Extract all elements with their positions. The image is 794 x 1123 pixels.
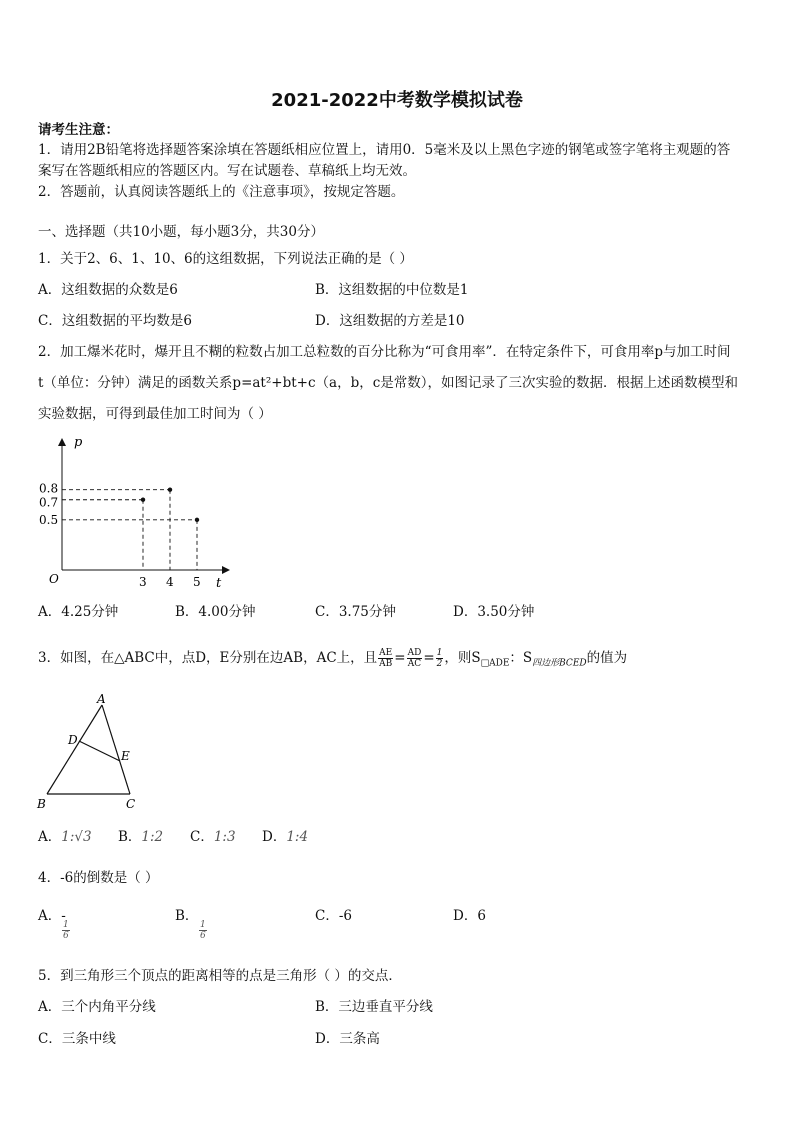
q1-stem: 1．关于2、6、1、10、6的这组数据，下列说法正确的是（ ） [38, 251, 413, 267]
notice-line-1a: 1．请用2B铅笔将选择题答案涂填在答题纸相应位置上，请用0．5毫米及以上黑色字迹的钢笔或签字笔将主观题的答 [38, 142, 731, 158]
data-point [195, 518, 199, 522]
fraction-numerator: AE [379, 648, 393, 658]
y-tick-label: 0.5 [39, 512, 59, 527]
fraction-denominator: 2 [436, 659, 443, 669]
q2-stem-line-1: 2．加工爆米花时，爆开且不糊的粒数占加工总粒数的百分比称为“可食用率”．在特定条件下，可食用率p与加工时间 [38, 344, 731, 360]
fraction-numerator: 1 [200, 920, 206, 930]
q2-stem-line-3: 实验数据，可得到最佳加工时间为（ ） [38, 406, 272, 422]
fraction-denominator: 6 [63, 931, 69, 941]
q4-option-c[interactable]: C．-6 [315, 908, 352, 924]
q1-option-c[interactable]: C．这组数据的平均数是6 [38, 313, 192, 329]
notice-line-1b: 案写在答题纸相应的答题区内。写在试题卷、草稿纸上均无效。 [38, 163, 416, 179]
option-label: B． [118, 829, 142, 845]
q3-colon: ：S [509, 650, 533, 666]
option-value: 1:2 [141, 829, 164, 845]
q4-option-d[interactable]: D．6 [453, 908, 486, 924]
data-point [168, 488, 172, 492]
minus-sign: - [61, 908, 66, 924]
q3-option-c[interactable] [190, 827, 236, 847]
fraction-numerator: 1 [63, 920, 69, 930]
vertex-label-b: B [37, 797, 46, 811]
q3-subscript-bced: 四边形BCED [532, 658, 587, 669]
q3-stem-pre: 3．如图，在△ABC中，点D，E分别在边AB，AC上，且 [38, 650, 378, 666]
q3-option-a[interactable] [38, 827, 92, 847]
option-label: D． [262, 829, 287, 845]
q2-option-b[interactable]: B．4.00分钟 [175, 604, 256, 620]
q1-option-b[interactable]: B．这组数据的中位数是1 [315, 282, 469, 298]
q1-option-a[interactable]: A．这组数据的众数是6 [38, 282, 178, 298]
fraction-denominator: AC [407, 659, 422, 669]
q1-option-d[interactable]: D．这组数据的方差是10 [315, 313, 465, 329]
option-value: 1:3 [213, 829, 236, 845]
section-heading: 一、选择题（共10小题，每小题3分，共30分） [38, 224, 324, 240]
point-label-d: D [68, 733, 78, 747]
origin-label: O [49, 572, 59, 586]
page-title: 2021-2022中考数学模拟试卷 [271, 90, 523, 111]
vertex-label-c: C [126, 797, 136, 811]
q3-stem-end: 的值为 [586, 650, 628, 666]
x-tick-label: 4 [166, 575, 174, 589]
q4-option-b[interactable]: B． [175, 908, 199, 924]
fraction-numerator: AD [407, 648, 422, 658]
q2-chart [30, 432, 240, 592]
option-label: A． [38, 908, 62, 924]
y-axis-label: p [74, 435, 83, 450]
q5-option-a[interactable]: A．三个内角平分线 [38, 999, 156, 1015]
option-value: 1:4 [286, 829, 309, 845]
x-axis-label: t [216, 576, 222, 591]
q3-triangle-figure [30, 690, 160, 815]
equals-sign: = [423, 650, 435, 666]
option-label: A． [38, 829, 62, 845]
y-tick-label: 0.8 [39, 481, 59, 496]
notice-header: 请考生注意： [38, 122, 119, 138]
q2-option-a[interactable]: A．4.25分钟 [38, 604, 119, 620]
option-value: 1:√3 [61, 829, 92, 845]
fraction-denominator: AB [379, 659, 393, 669]
x-tick-label: 3 [139, 575, 147, 589]
q3-stem [38, 645, 627, 677]
segment-ab [47, 705, 102, 794]
y-tick-label: 0.7 [39, 495, 59, 510]
q3-option-d[interactable] [262, 827, 308, 847]
notice-line-2: 2．答题前，认真阅读答题纸上的《注意事项》，按规定答题。 [38, 184, 405, 200]
q5-option-b[interactable]: B．三边垂直平分线 [315, 999, 433, 1015]
q3-fraction-ae-ab [378, 648, 393, 669]
q5-option-c[interactable]: C．三条中线 [38, 1031, 116, 1047]
option-label: C． [190, 829, 214, 845]
fraction-numerator: 1 [436, 648, 443, 658]
q5-stem: 5．到三角形三个顶点的距离相等的点是三角形（ ）的交点． [38, 968, 402, 984]
equals-sign: = [394, 650, 406, 666]
q3-fraction-ad-ac [407, 648, 423, 669]
vertex-label-a: A [97, 692, 106, 706]
x-tick-label: 5 [193, 575, 201, 589]
q5-option-d[interactable]: D．三条高 [315, 1031, 380, 1047]
fraction-denominator: 6 [200, 931, 206, 941]
q2-option-c[interactable]: C．3.75分钟 [315, 604, 396, 620]
q2-stem-line-2: t（单位：分钟）满足的函数关系p=at²+bt+c（a，b，c是常数），如图记录了三次实验的数据．根据上述函数模型和 [38, 375, 739, 391]
q3-subscript-ade: □ADE [480, 658, 510, 669]
q3-stem-post: ，则S [444, 650, 481, 666]
q4-option-a-fraction [62, 920, 70, 941]
point-label-e: E [121, 749, 130, 763]
q2-option-d[interactable]: D．3.50分钟 [453, 604, 535, 620]
q3-option-b[interactable] [118, 827, 163, 847]
q4-stem: 4．-6的倒数是（ ） [38, 870, 159, 886]
data-point [141, 498, 145, 502]
q4-option-b-fraction [199, 920, 207, 941]
q3-fraction-one-half [436, 648, 444, 669]
